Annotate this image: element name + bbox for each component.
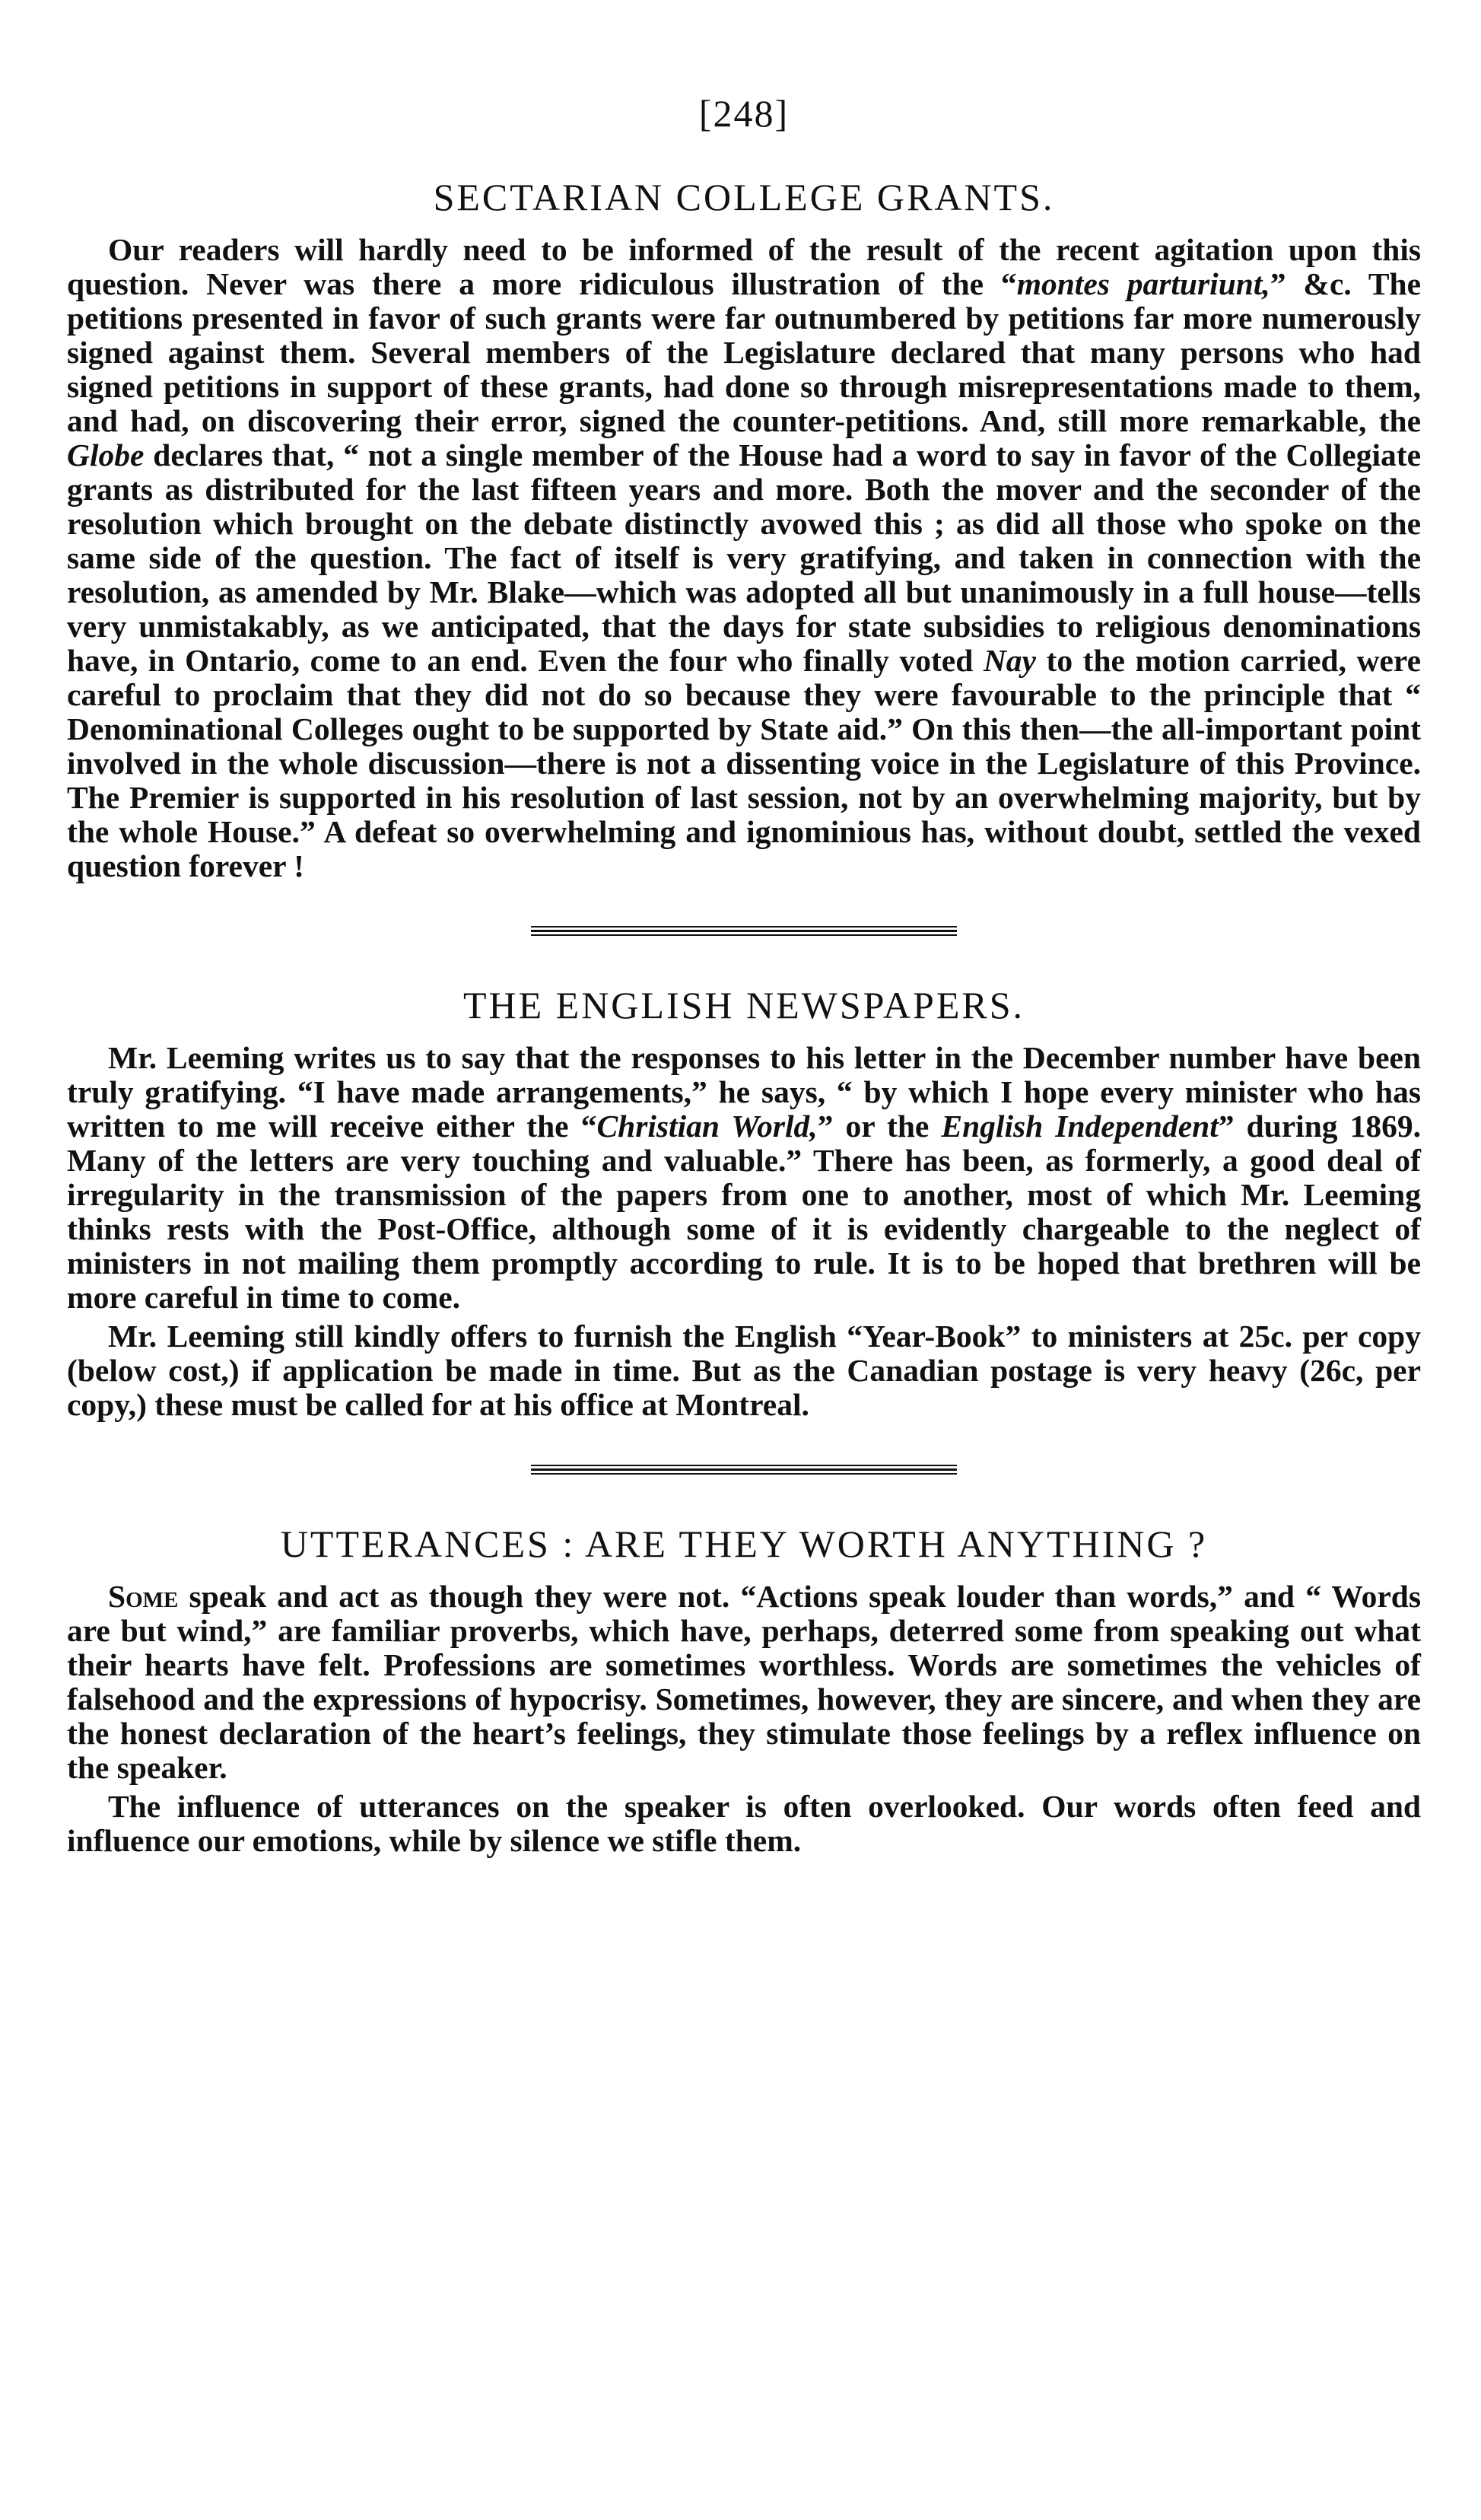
- article-paragraph: [67, 233, 1421, 883]
- article-paragraph: [67, 1319, 1421, 1422]
- text-run: Our readers will hardly need to be informed of the result of the recent agitation upon this question. Never was there a more ridiculous illustration of the “: [67, 232, 1421, 301]
- page-number: [248]: [698, 92, 790, 135]
- article-title: THE ENGLISH NEWSPAPERS.: [462, 984, 1025, 1026]
- article-title: SECTARIAN COLLEGE GRANTS.: [433, 176, 1055, 218]
- article-paragraph: [67, 1580, 1421, 1785]
- section-divider: [531, 1465, 957, 1475]
- article-paragraph: [67, 1790, 1421, 1858]
- document-page: [67, 91, 1421, 1858]
- article-sectarian-college-grants: [67, 175, 1421, 883]
- italic-phrase: Nay: [983, 643, 1036, 678]
- article-title: UTTERANCES : ARE THEY WORTH ANYTHING ?: [280, 1522, 1208, 1565]
- italic-phrase: Globe: [67, 438, 145, 473]
- text-run: ” or the: [817, 1109, 942, 1144]
- text-run: to the motion carried, were careful to proclaim that they did not do so because they were favourable to the principle that “ Denominational Colleges ought to be supported by State aid.” On this then—the all-important point involved in the whole discussion—there is not a dissenting voice in the Legislature of this Province. The Premier is supported in his resolution of last session, not by an overwhelming majority, but by the whole House.” A defeat so overwhelming and ignominious has, without doubt, settled the vexed question forever !: [67, 643, 1421, 883]
- text-run: ” &c. The petitions presented in favor of such grants were far outnumbered by petitions far more numerously signed against them. Several members of the Legislature declared that many persons who had signed petitions in support of these grants, had done so through misrepresentations made to them, and had, on discovering their error, signed the counter-petitions. And, still more remarkable, the: [67, 266, 1422, 438]
- article-english-newspapers: [67, 983, 1421, 1422]
- text-run: speak and act as though they were not. “Actions speak louder than words,” and “ Words are but wind,” are familiar proverbs, which have, perhaps, deterred some from speaking out what their hearts have felt. Professions are sometimes worthless. Words are sometimes the vehicles of falsehood and the expressions of hypocrisy. Sometimes, however, they are sincere, and when they are the honest declaration of the heart’s feelings, they stimulate those feelings by a reflex influence on the speaker.: [67, 1579, 1421, 1785]
- article-utterances: [67, 1522, 1421, 1858]
- italic-phrase: Christian World,: [596, 1109, 818, 1144]
- text-run: The influence of utterances on the speaker is often overlooked. Our words often feed and influence our emotions, while by silence we stifle them.: [67, 1789, 1421, 1858]
- small-caps-lead: Some: [108, 1579, 179, 1614]
- text-run: declares that, “ not a single member of the House had a word to say in favor of the Collegiate grants as distributed for the last fifteen years and more. Both the mover and the seconder of the resolution which brought on the debate distinctly avowed this ; as did all those who spoke on the same side of the question. The fact of itself is very gratifying, and taken in connection with the resolution, as amended by Mr. Blake—which was adopted all but unanimously in a full house—tells very unmistakably, as we anticipated, that the days for state subsidies to religious denominations have, in Ontario, come to an end. Even the four who finally voted: [67, 438, 1421, 678]
- section-divider: [531, 926, 957, 936]
- italic-phrase: montes parturiunt,: [1016, 266, 1270, 301]
- text-run: Mr. Leeming still kindly offers to furnish the English “Year-Book” to ministers at 25c. per copy (below cost,) if application be made in time. But as the Canadian postage is very heavy (26c, per copy,) these must be called for at his office at Montreal.: [67, 1319, 1421, 1422]
- italic-phrase: English Independent: [941, 1109, 1219, 1144]
- text-run: ” during 1869. Many of the letters are very touching and valuable.” There has been, as formerly, a good deal of irregularity in the transmission of the papers from one to another, most of which Mr. Leeming thinks rests with the Post-Office, although some of it is evidently chargeable to the neglect of ministers in not mailing them promptly according to rule. It is to be hoped that brethren will be more careful in time to come.: [67, 1109, 1421, 1315]
- article-paragraph: [67, 1041, 1421, 1315]
- text-run: Mr. Leeming writes us to say that the responses to his letter in the December number have been truly gratifying. “I have made arrangements,” he says, “ by which I hope every minister who has written to me will receive either the “: [67, 1040, 1421, 1144]
